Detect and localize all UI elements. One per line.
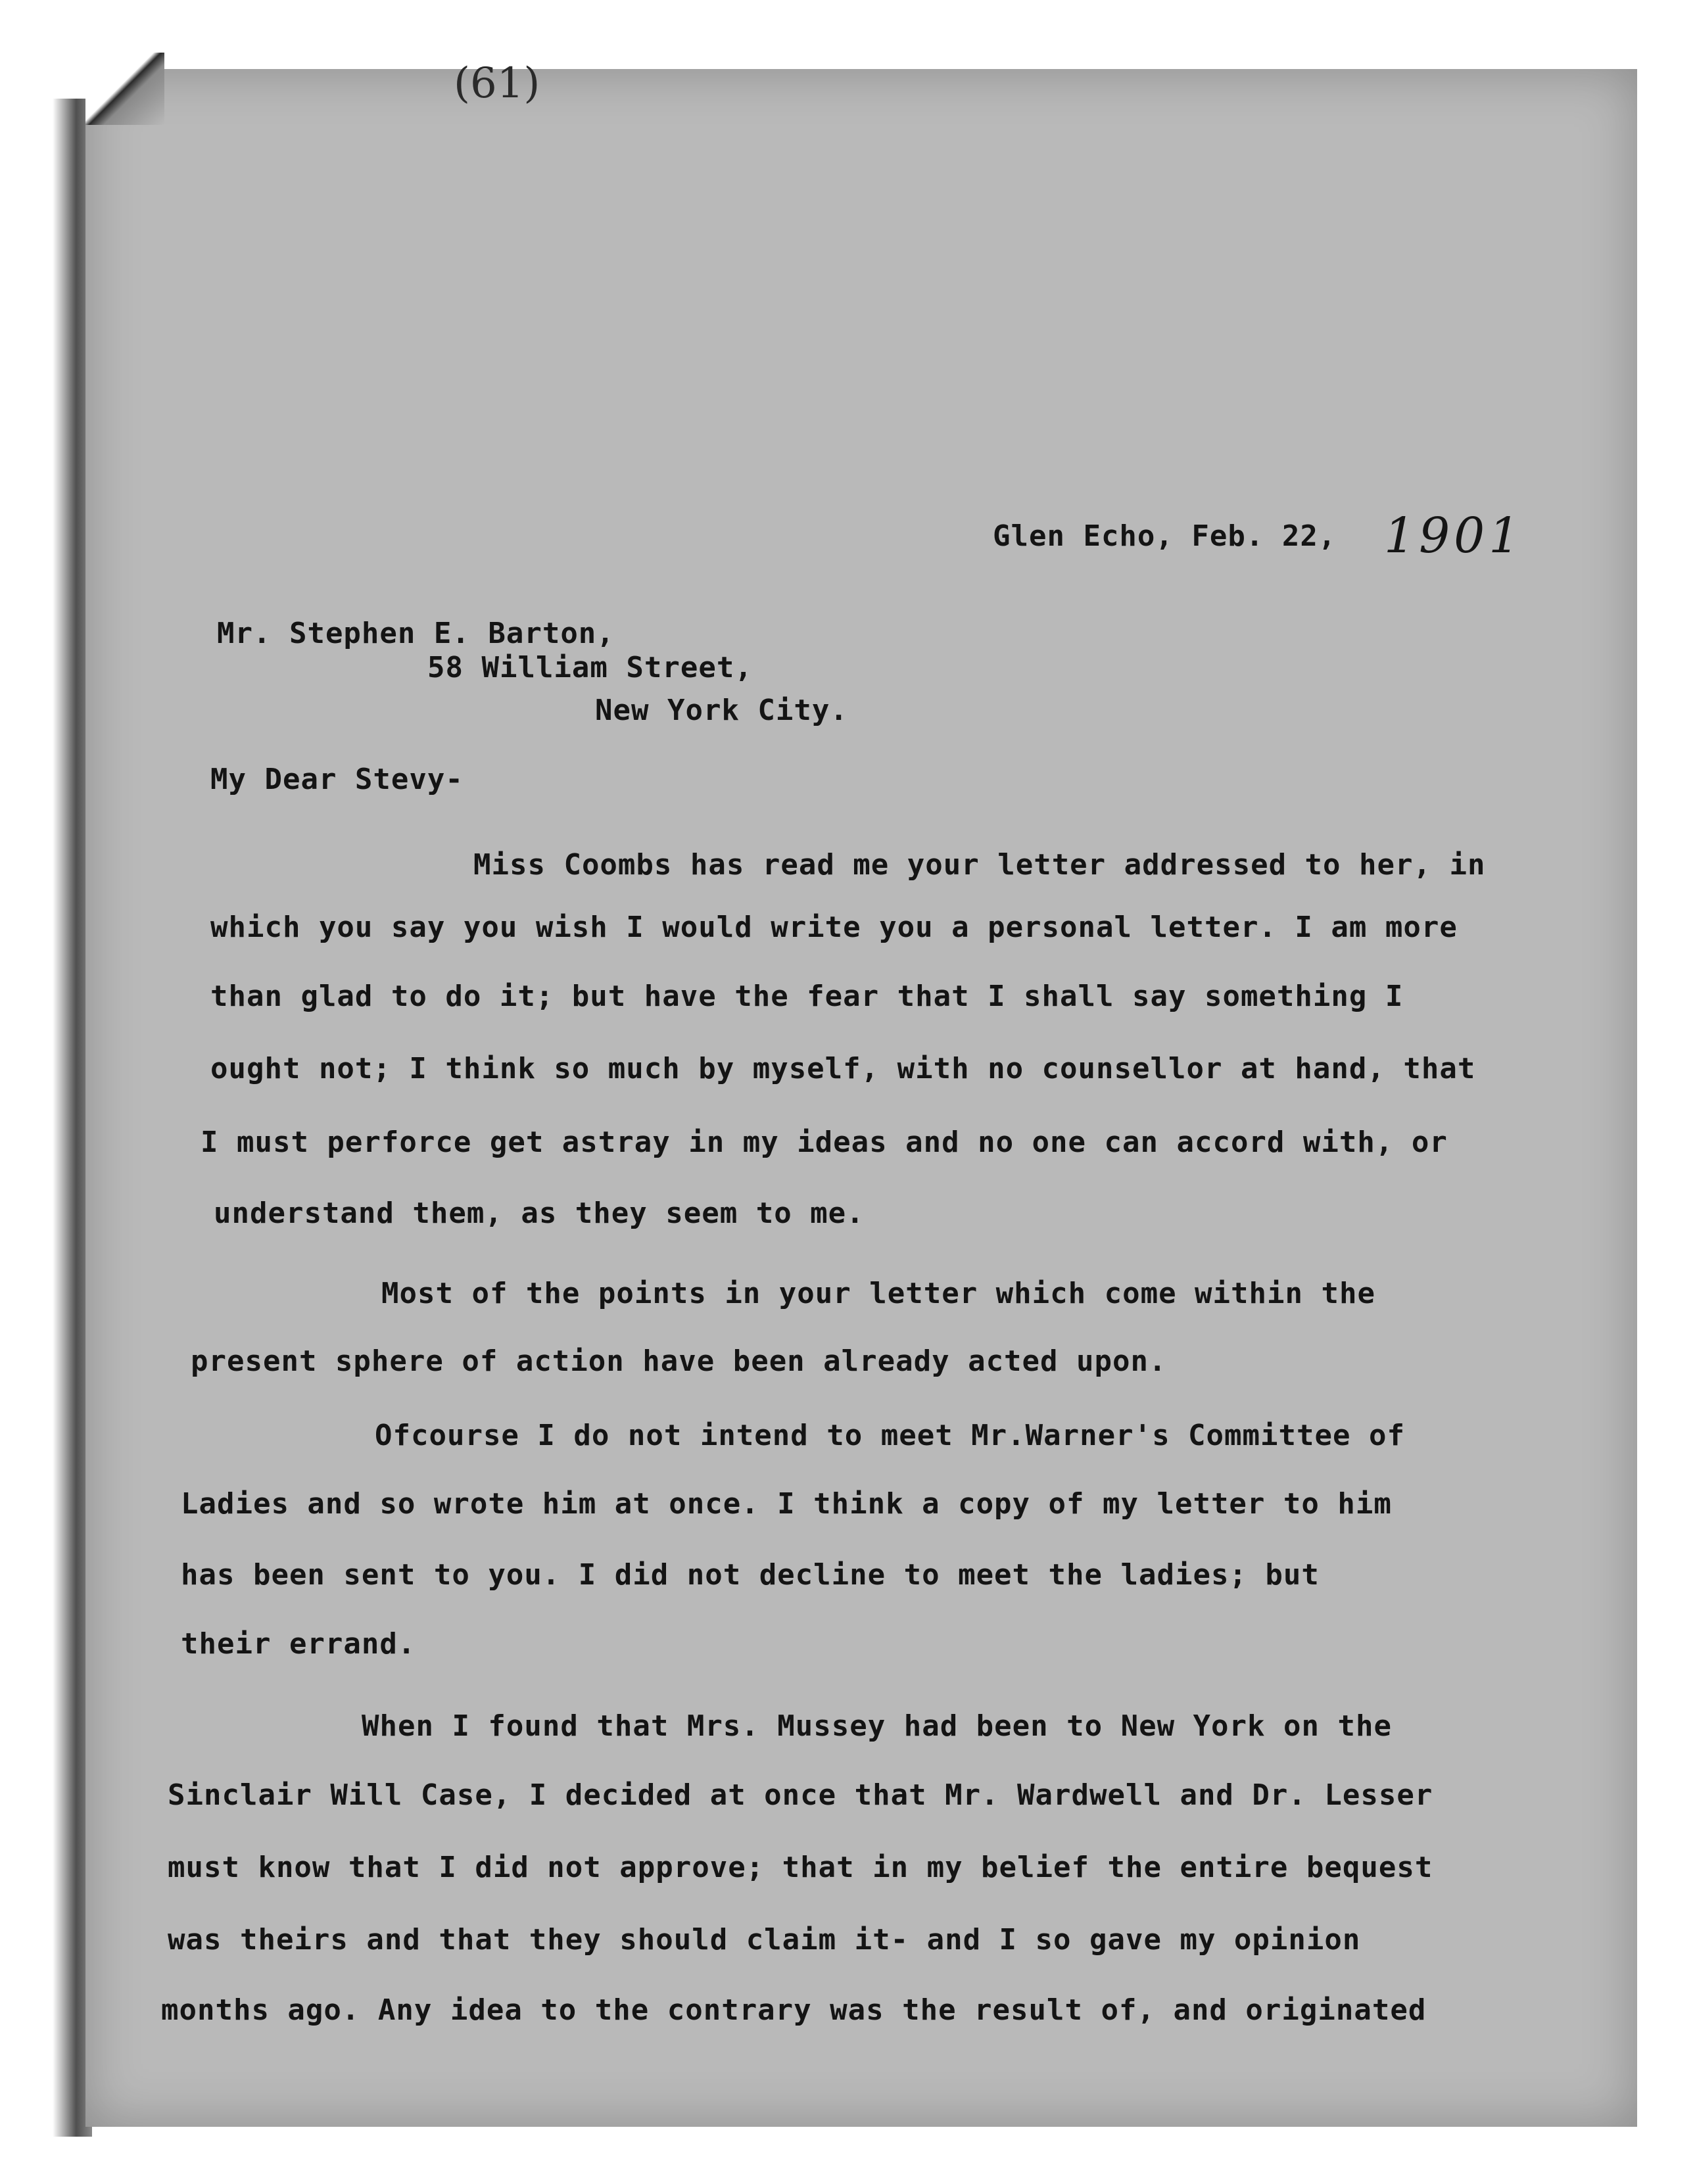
folded-corner [85,53,164,125]
body-line: I must perforce get astray in my ideas and no one can accord with, or [201,1126,1448,1159]
body-line: When I found that Mrs. Mussey had been to New York on the [362,1709,1392,1743]
body-line: months ago. Any idea to the contrary was the result of, and originated [161,1993,1427,2027]
body-line: present sphere of action have been already acted upon. [191,1344,1167,1378]
body-line: Ofcourse I do not intend to meet Mr.Warner's Committee of [375,1419,1405,1452]
dateline: Glen Echo, Feb. 22, [993,519,1337,553]
handwritten-year: 1901 [1384,508,1524,564]
body-line: Sinclair Will Case, I decided at once that Mr. Wardwell and Dr. Lesser [168,1778,1433,1812]
body-line: than glad to do it; but have the fear that I shall say something I [210,980,1404,1013]
body-line: must know that I did not approve; that in my belief the entire bequest [168,1851,1433,1884]
body-line: has been sent to you. I did not decline to meet the ladies; but [181,1558,1320,1592]
body-line: Ladies and so wrote him at once. I think a copy of my letter to him [181,1487,1392,1521]
body-line: was theirs and that they should claim it- and I so gave my opinion [168,1923,1361,1957]
salutation: My Dear Stevy- [210,763,464,796]
archival-number: (61) [454,59,540,108]
letter-sheet [85,69,1637,2127]
recipient-name: Mr. Stephen E. Barton, [217,617,615,650]
body-line: understand them, as they seem to me. [214,1197,865,1230]
recipient-street: 58 William Street, [427,651,753,684]
body-line: ought not; I think so much by myself, with no counsellor at hand, that [210,1052,1476,1085]
body-line: which you say you wish I would write you a personal letter. I am more [210,911,1458,944]
body-line: Most of the points in your letter which come within the [381,1277,1375,1310]
body-line: Miss Coombs has read me your letter addressed to her, in [473,848,1486,882]
body-line: their errand. [181,1627,416,1661]
recipient-city: New York City. [595,694,848,727]
